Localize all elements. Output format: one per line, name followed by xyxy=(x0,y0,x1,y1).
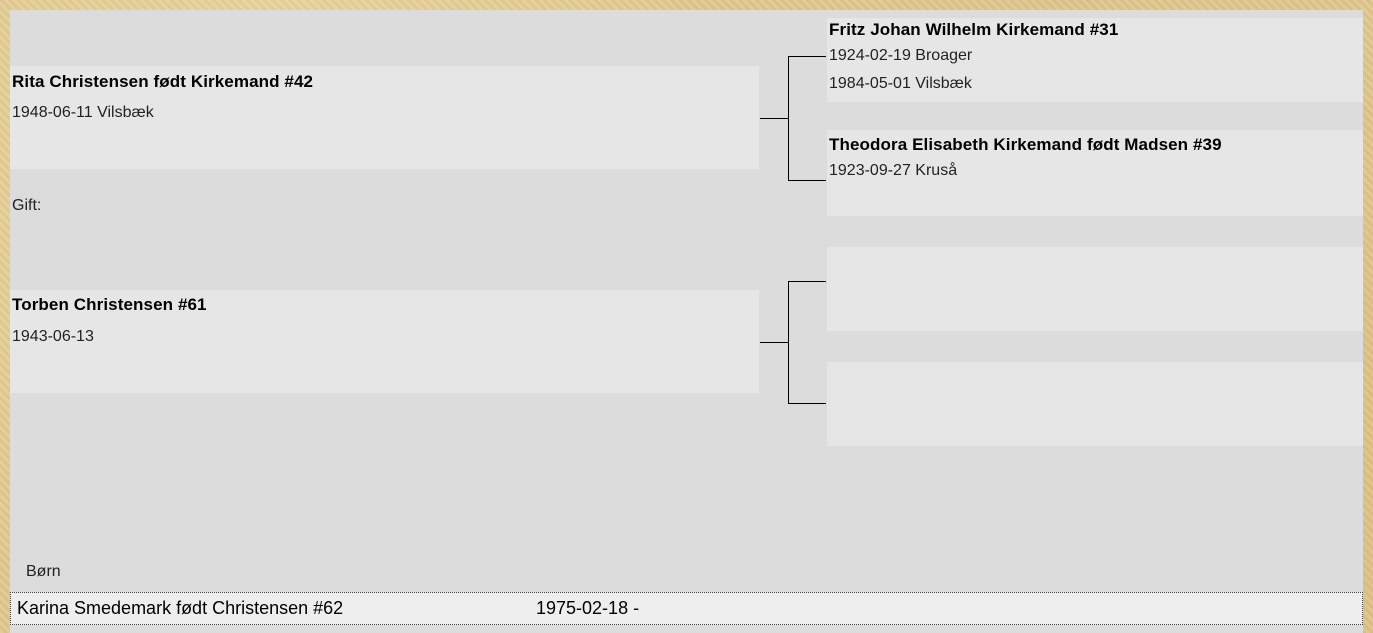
child-row[interactable] xyxy=(10,592,1363,625)
connector-line xyxy=(760,118,788,119)
person-father-birth: 1924-02-19 Broager xyxy=(829,47,973,64)
person-mother-name[interactable]: Theodora Elisabeth Kirkemand født Madsen #39 xyxy=(829,135,1222,154)
spouse-mother-card[interactable] xyxy=(827,362,1363,446)
connector-line xyxy=(788,180,826,181)
person-name[interactable]: Rita Christensen født Kirkemand #42 xyxy=(12,72,314,91)
connector-line xyxy=(760,342,788,343)
connector-line xyxy=(788,281,826,282)
child-name: Karina Smedemark født Christensen #62 xyxy=(17,598,344,618)
child-dates: 1975-02-18 - xyxy=(536,598,640,618)
person-birth: 1948-06-11 Vilsbæk xyxy=(12,104,154,121)
connector-line xyxy=(788,56,826,57)
person-mother-birth: 1923-09-27 Kruså xyxy=(829,162,958,179)
connector-line xyxy=(788,56,789,180)
married-label: Gift: xyxy=(12,197,42,214)
spouse-name[interactable]: Torben Christensen #61 xyxy=(12,295,207,314)
children-label: Børn xyxy=(26,563,61,580)
person-father-death: 1984-05-01 Vilsbæk xyxy=(829,75,972,92)
spouse-father-card[interactable] xyxy=(827,247,1363,331)
connector-line xyxy=(788,403,826,404)
spouse-birth: 1943-06-13 xyxy=(12,328,94,345)
person-father-name[interactable]: Fritz Johan Wilhelm Kirkemand #31 xyxy=(829,20,1119,39)
connector-line xyxy=(788,281,789,404)
